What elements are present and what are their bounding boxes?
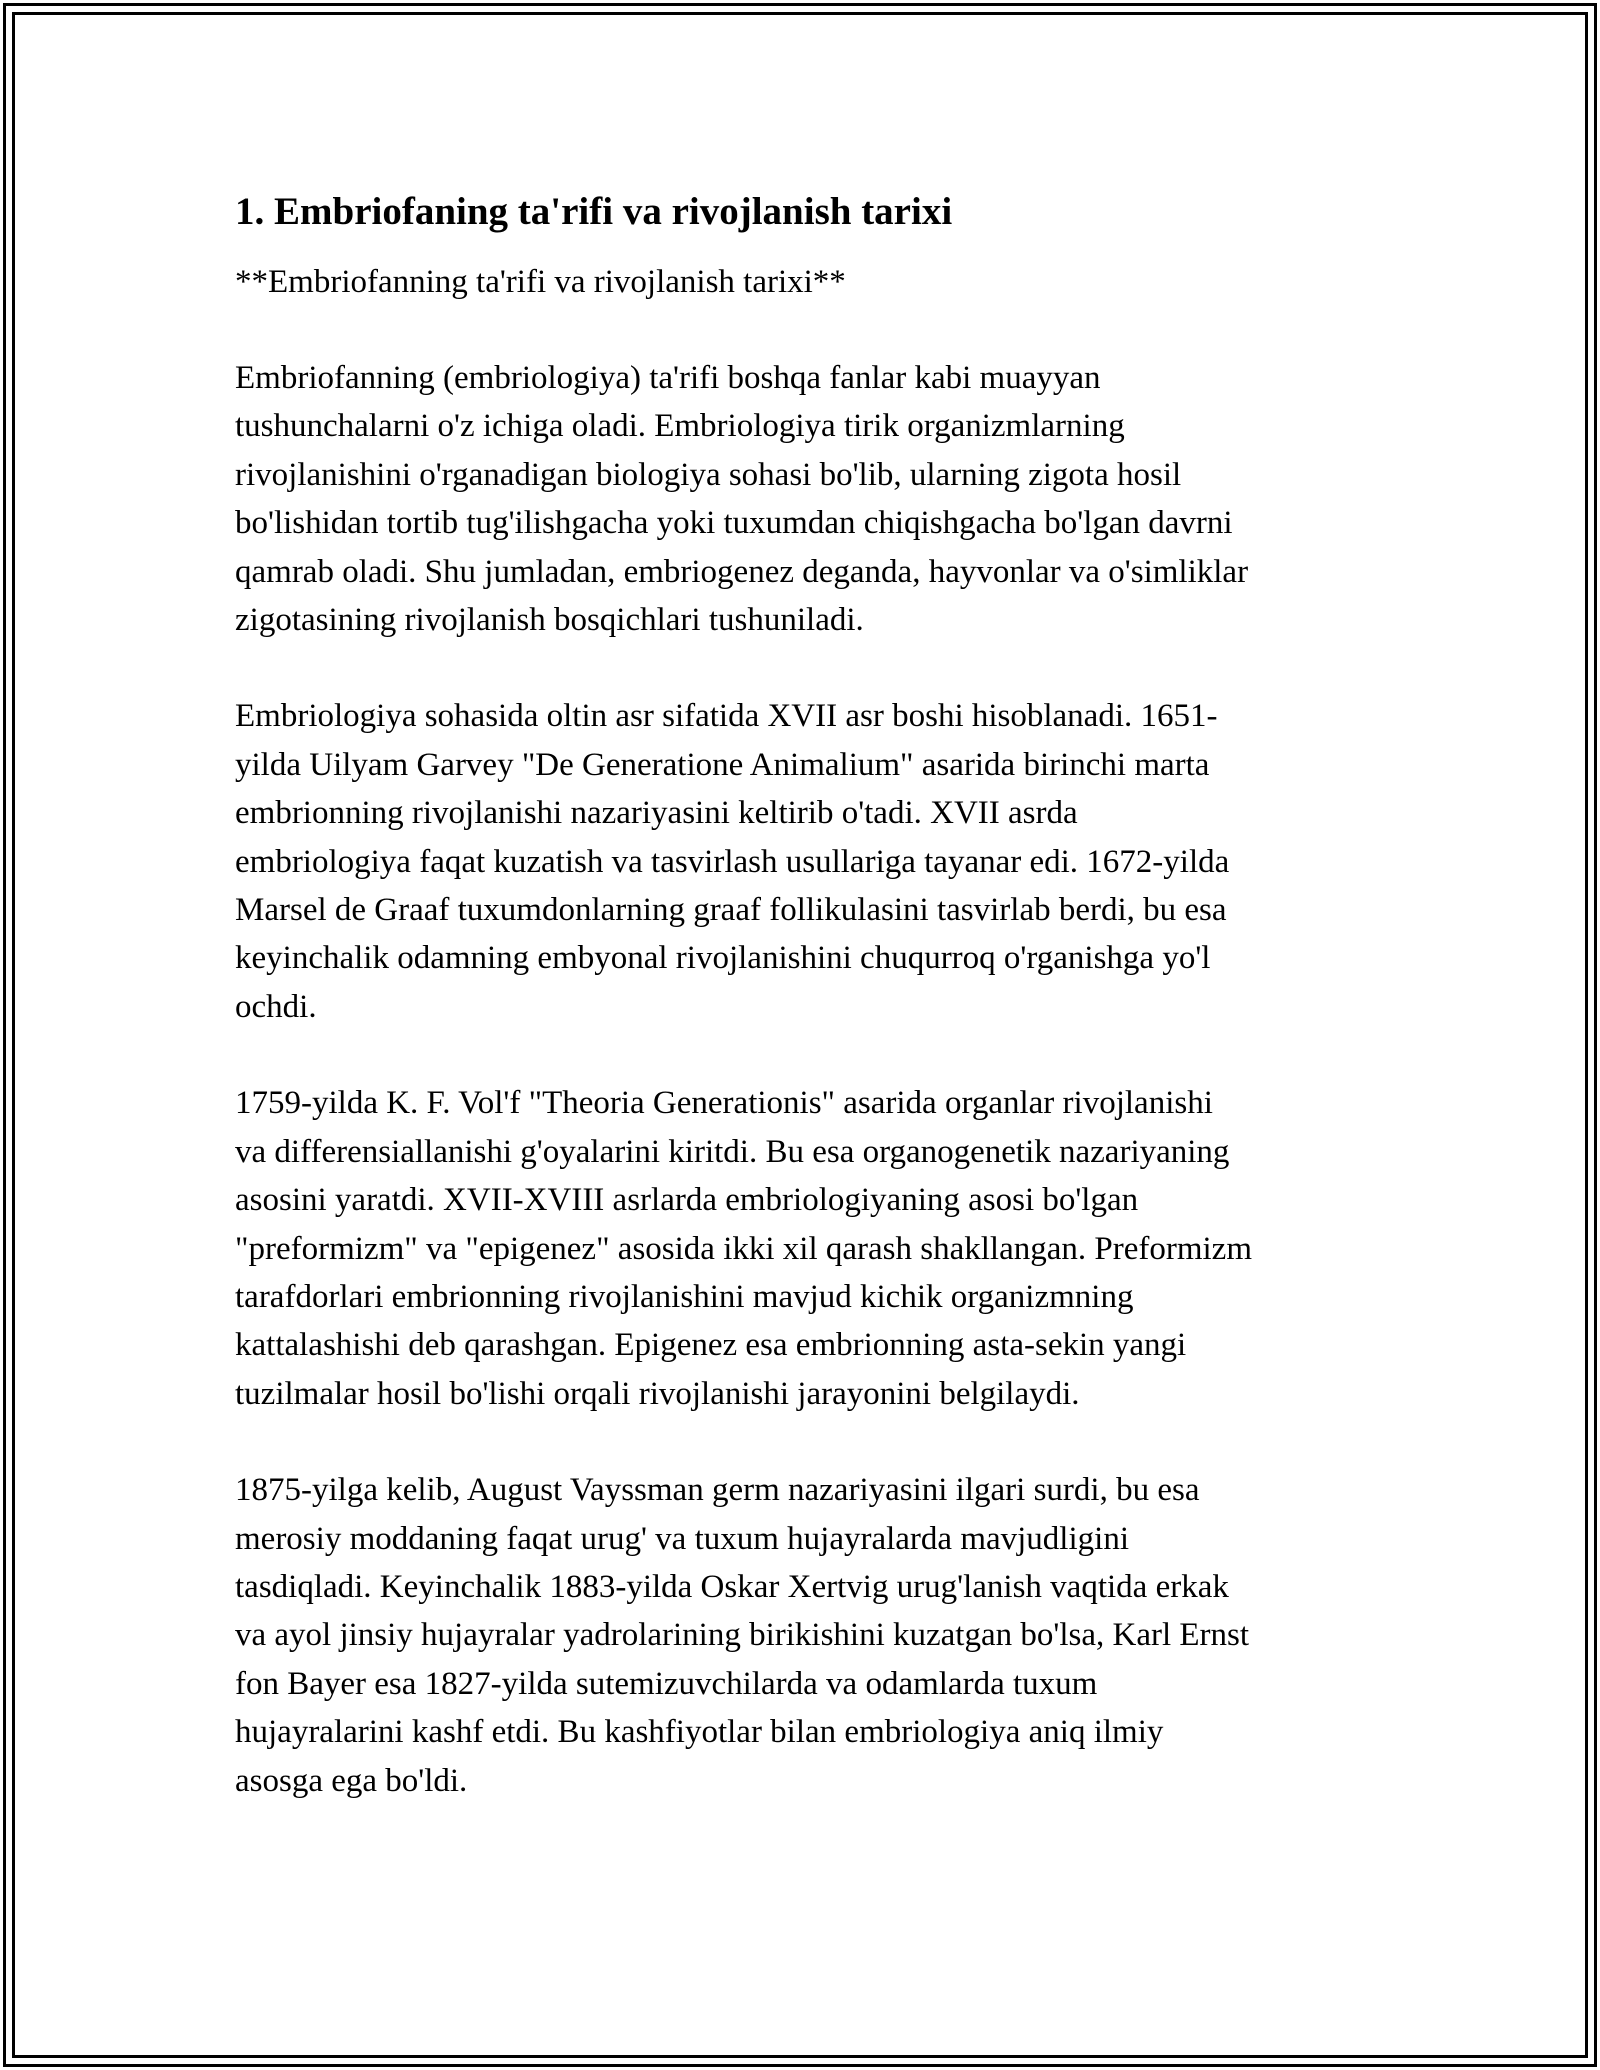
section-heading: 1. Embriofaning ta'rifi va rivojlanish tarixi xyxy=(235,190,953,233)
section-subtitle: **Embriofanning ta'rifi va rivojlanish tarixi** xyxy=(235,264,846,300)
document-body xyxy=(235,188,1385,1853)
paragraph-preformism-epigenesis: 1759-yilda K. F. Vol'f "Theoria Generationis" asarida organlar rivojlanishi va differensiallanishi g'oyalarini kiritdi. Bu esa organogenetik nazariyaning asosini yaratdi. XVII-XVIII asrlarda embriologiyaning asosi bo'lgan "preformizm" va "epigenez" asosida ikki xil qarash shakllangan. Preformizm tarafdorlari embrionning rivojlanishini mavjud kichik organizmning kattalashishi deb qarashgan. Epigenez esa embrionning asta-sekin yangi tuzilmalar hosil bo'lishi orqali rivojlanishi jarayonini belgilaydi. xyxy=(235,1085,1252,1412)
paragraph-definition: Embriofanning (embriologiya) ta'rifi boshqa fanlar kabi muayyan tushunchalarni o'z ichiga oladi. Embriologiya tirik organizmlarning rivojlanishini o'rganadigan biologiya sohasi bo'lib, ularning zigota hosil bo'lishidan tortib tug'ilishgacha yoki tuxumdan chiqishgacha bo'lgan davrni qamrab oladi. Shu jumladan, embriogenez deganda, hayvonlar va o'simliklar zigotasining rivojlanish bosqichlari tushuniladi. xyxy=(235,360,1249,639)
paragraph-17th-century: Embriologiya sohasida oltin asr sifatida XVII asr boshi hisoblanadi. 1651- yilda Uilyam Garvey "De Generatione Animalium" asarida birinchi marta embrionning rivojlanishi nazariyasini keltirib o'tadi. XVII asrda embriologiya faqat kuzatish va tasvirlash usullariga tayanar edi. 1672-yilda Marsel de Graaf tuxumdonlarning graaf follikulasini tasvirlab berdi, bu esa keyinchalik odamning embyonal rivojlanishini chuqurroq o'rganishga yo'l ochdi. xyxy=(235,698,1230,1025)
paragraph-germ-theory: 1875-yilga kelib, August Vayssman germ nazariyasini ilgari surdi, bu esa merosiy moddaning faqat urug' va tuxum hujayralarda mavjudligini tasdiqladi. Keyinchalik 1883-yilda Oskar Xertvig urug'lanish vaqtida erkak va ayol jinsiy hujayralar yadrolarining birikishini kuzatgan bo'lsa, Karl Ernst fon Bayer esa 1827-yilda sutemizuvchilarda va odamlarda tuxum hujayralarini kashf etdi. Bu kashfiyotlar bilan embriologiya aniq ilmiy asosga ega bo'ldi. xyxy=(235,1472,1250,1799)
